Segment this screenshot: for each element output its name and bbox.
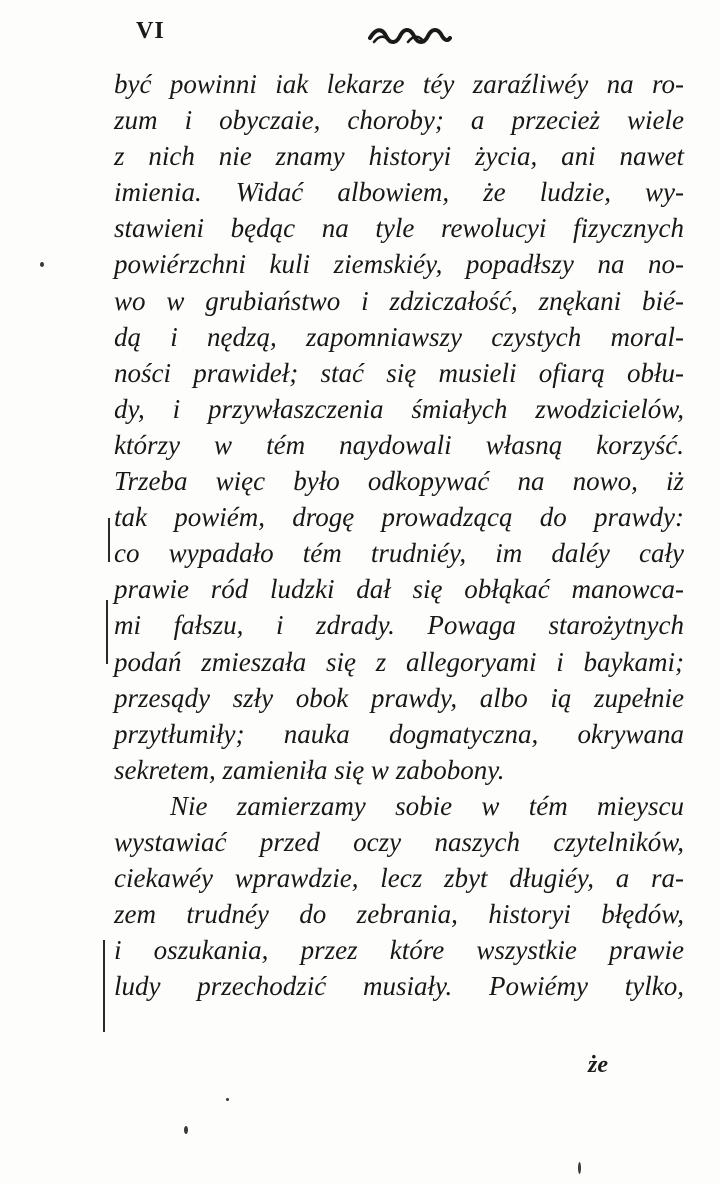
text-line: dy, i przywłaszczenia śmiałych zwodzicielów, xyxy=(114,393,684,424)
paper-speck xyxy=(40,262,44,267)
text-line: Trzeba więc było odkopywać na nowo, iż xyxy=(114,466,684,497)
paper-speck xyxy=(184,1126,188,1134)
text-line: zum i obyczaie, choroby; a przecież wiele xyxy=(114,105,684,136)
text-line: wystawiać przed oczy naszych czytelników, xyxy=(114,826,684,857)
text-line: co wypadało tém trudniéy, im daléy cały xyxy=(114,538,684,569)
text-line: wo w grubiaństwo i zdziczałość, znękani bié- xyxy=(114,285,684,316)
text-line: którzy w tém naydowali własną korzyść. xyxy=(114,429,684,460)
text-line: sekretem, zamieniła się w zabobony. xyxy=(114,754,505,785)
main-text xyxy=(114,66,684,1004)
page-number: VI xyxy=(136,18,165,44)
text-line: prawie ród ludzki dał się obłąkać manowca- xyxy=(114,574,684,605)
margin-mark xyxy=(106,600,108,664)
text-line: przesądy szły obok prawdy, albo ią zupełnie xyxy=(114,682,684,713)
printer-ornament-icon xyxy=(368,24,452,48)
text-line: być powinni iak lekarze téy zaraźliwéy na ro- xyxy=(114,69,684,99)
text-line: mi fałszu, i zdrady. Powaga starożytnych xyxy=(114,610,684,641)
text-line: ciekawéy wprawdzie, lecz zbyt długiéy, a ra- xyxy=(114,863,684,894)
text-line: i oszukania, przez które wszystkie prawie xyxy=(114,935,684,966)
text-line: Nie zamierzamy sobie w tém mieyscu xyxy=(170,790,684,821)
margin-mark xyxy=(103,940,105,1032)
text-line: dą i nędzą, zapomniawszy czystych moral- xyxy=(114,321,684,352)
text-line: zem trudnéy do zebrania, historyi błędów, xyxy=(114,899,684,930)
text-line: z nich nie znamy historyi życia, ani nawet xyxy=(114,141,684,172)
paper-speck xyxy=(578,1162,581,1174)
margin-mark xyxy=(108,518,110,562)
text-line: przytłumiły; nauka dogmatyczna, okrywana xyxy=(114,718,684,749)
text-line: tak powiém, drogę prowadzącą do prawdy: xyxy=(114,502,684,533)
text-line: podań zmieszała się z allegoryami i baykami; xyxy=(114,646,684,677)
text-line: imienia. Widać albowiem, że ludzie, wy- xyxy=(114,177,684,208)
text-line: ludy przechodzić musiały. Powiémy tylko, xyxy=(114,971,684,1002)
catchword: że xyxy=(588,1052,608,1078)
paper-speck xyxy=(226,1098,229,1101)
text-line: powiérzchni kuli ziemskiéy, popadłszy na no- xyxy=(114,249,684,280)
text-line: stawieni będąc na tyle rewolucyi fizycznych xyxy=(114,213,684,244)
text-line: ności prawideł; stać się musieli ofiarą obłu- xyxy=(114,357,684,388)
